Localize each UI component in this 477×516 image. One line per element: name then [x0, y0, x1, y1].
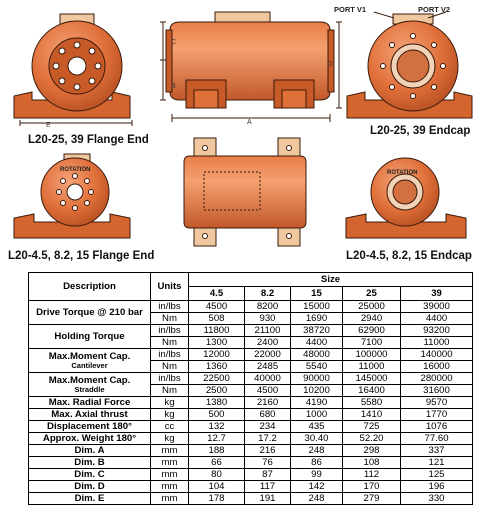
- table-cell: 1380: [189, 397, 245, 409]
- table-cell: 16400: [343, 385, 401, 397]
- row-units: kg: [151, 409, 189, 421]
- table-cell: 178: [189, 493, 245, 505]
- spec-table-body: [29, 301, 473, 505]
- table-cell: 248: [291, 493, 343, 505]
- table-cell: 279: [343, 493, 401, 505]
- table-cell: 22500: [189, 373, 245, 385]
- row-label-sub: Straddle: [74, 384, 105, 394]
- row-units: in/lbs: [151, 325, 189, 337]
- table-cell: 11800: [189, 325, 245, 337]
- l20-25-endcap-view: [347, 12, 472, 118]
- table-cell: 17.2: [245, 433, 291, 445]
- table-cell: 1690: [291, 313, 343, 325]
- table-cell: 87: [245, 469, 291, 481]
- table-cell: 1300: [189, 337, 245, 349]
- table-row: [29, 433, 473, 445]
- table-row: [29, 469, 473, 481]
- header-size-4-5: 4.5: [189, 287, 245, 301]
- caption-l20-45-endcap: L20-4.5, 8.2, 15 Endcap: [346, 250, 472, 262]
- table-cell: 2940: [343, 313, 401, 325]
- row-label: Dim. D: [29, 481, 151, 493]
- table-cell: 8200: [245, 301, 291, 313]
- table-cell: 125: [401, 469, 473, 481]
- table-cell: 4190: [291, 397, 343, 409]
- table-cell: 196: [401, 481, 473, 493]
- table-cell: 2485: [245, 361, 291, 373]
- table-row: [29, 325, 473, 337]
- table-cell: 140000: [401, 349, 473, 361]
- table-cell: 142: [291, 481, 343, 493]
- table-cell: 216: [245, 445, 291, 457]
- table-cell: 80: [189, 469, 245, 481]
- table-cell: 99: [291, 469, 343, 481]
- table-cell: 1076: [401, 421, 473, 433]
- row-label: Max. Radial Force: [29, 397, 151, 409]
- table-cell: 30.40: [291, 433, 343, 445]
- row-label: Max. Axial thrust: [29, 409, 151, 421]
- table-cell: 38720: [291, 325, 343, 337]
- spec-table-head: [29, 273, 473, 301]
- table-cell: 121: [401, 457, 473, 469]
- table-cell: 11000: [343, 361, 401, 373]
- row-units: kg: [151, 433, 189, 445]
- row-label-sub: Cantilever: [71, 360, 108, 370]
- table-row: [29, 397, 473, 409]
- rotation-label-left: ROTATION: [60, 167, 91, 173]
- row-units: kg: [151, 397, 189, 409]
- row-units: Nm: [151, 361, 189, 373]
- table-cell: 25000: [343, 301, 401, 313]
- header-description: Description: [29, 273, 151, 301]
- table-cell: 4400: [401, 313, 473, 325]
- table-cell: 930: [245, 313, 291, 325]
- table-cell: 500: [189, 409, 245, 421]
- table-cell: 2400: [245, 337, 291, 349]
- spec-table: [28, 272, 473, 505]
- row-units: in/lbs: [151, 373, 189, 385]
- row-units: Nm: [151, 337, 189, 349]
- table-cell: 4400: [291, 337, 343, 349]
- row-units: mm: [151, 469, 189, 481]
- l20-25-flange-end-view: [14, 14, 132, 126]
- table-cell: 4500: [189, 301, 245, 313]
- table-cell: 248: [291, 445, 343, 457]
- table-row: [29, 409, 473, 421]
- table-cell: 234: [245, 421, 291, 433]
- dim-label-d: D: [327, 61, 333, 68]
- row-label: [29, 373, 151, 397]
- header-size: Size: [189, 273, 473, 287]
- row-units: Nm: [151, 313, 189, 325]
- table-cell: 117: [245, 481, 291, 493]
- table-cell: 11000: [401, 337, 473, 349]
- table-cell: 39000: [401, 301, 473, 313]
- table-cell: 76: [245, 457, 291, 469]
- table-cell: 1770: [401, 409, 473, 421]
- table-cell: 1000: [291, 409, 343, 421]
- row-label: Displacement 180°: [29, 421, 151, 433]
- row-label: Dim. C: [29, 469, 151, 481]
- row-units: in/lbs: [151, 301, 189, 313]
- table-cell: 12.7: [189, 433, 245, 445]
- table-row: [29, 421, 473, 433]
- table-cell: 100000: [343, 349, 401, 361]
- row-label: Drive Torque @ 210 bar: [29, 301, 151, 325]
- table-cell: 93200: [401, 325, 473, 337]
- table-cell: 9570: [401, 397, 473, 409]
- table-cell: 90000: [291, 373, 343, 385]
- table-cell: 40000: [245, 373, 291, 385]
- table-cell: 5580: [343, 397, 401, 409]
- header-size-8-2: 8.2: [245, 287, 291, 301]
- row-units: in/lbs: [151, 349, 189, 361]
- table-cell: 66: [189, 457, 245, 469]
- table-cell: 5540: [291, 361, 343, 373]
- row-label-main: Max.Moment Cap.: [48, 374, 131, 386]
- dim-label-b: B: [171, 83, 176, 90]
- header-size-15: 15: [291, 287, 343, 301]
- table-cell: 1360: [189, 361, 245, 373]
- table-cell: 1410: [343, 409, 401, 421]
- row-units: mm: [151, 457, 189, 469]
- table-cell: 132: [189, 421, 245, 433]
- row-label-main: Max.Moment Cap.: [48, 350, 131, 362]
- header-size-39: 39: [401, 287, 473, 301]
- row-label: [29, 349, 151, 373]
- dim-label-e-top: E: [46, 122, 51, 129]
- table-row: [29, 301, 473, 313]
- table-cell: 22000: [245, 349, 291, 361]
- table-cell: 280000: [401, 373, 473, 385]
- table-cell: 77.60: [401, 433, 473, 445]
- row-units: Nm: [151, 385, 189, 397]
- row-label: Dim. A: [29, 445, 151, 457]
- table-cell: 4500: [245, 385, 291, 397]
- table-cell: 10200: [291, 385, 343, 397]
- table-cell: 337: [401, 445, 473, 457]
- table-cell: 680: [245, 409, 291, 421]
- row-units: mm: [151, 493, 189, 505]
- table-cell: 2160: [245, 397, 291, 409]
- table-row: [29, 481, 473, 493]
- port-v2-label: PORT V2: [418, 5, 451, 14]
- table-cell: 21100: [245, 325, 291, 337]
- side-view-small: [184, 138, 306, 246]
- table-row: [29, 493, 473, 505]
- table-cell: 31600: [401, 385, 473, 397]
- table-cell: 435: [291, 421, 343, 433]
- rotation-label-right: ROTATION: [387, 170, 418, 176]
- table-cell: 16000: [401, 361, 473, 373]
- table-cell: 170: [343, 481, 401, 493]
- port-v1-label: PORT V1: [334, 5, 367, 14]
- row-units: mm: [151, 445, 189, 457]
- table-cell: 191: [245, 493, 291, 505]
- table-cell: 112: [343, 469, 401, 481]
- table-cell: 15000: [291, 301, 343, 313]
- table-cell: 86: [291, 457, 343, 469]
- row-label: Holding Torque: [29, 325, 151, 349]
- table-row: [29, 349, 473, 361]
- row-label: Dim. B: [29, 457, 151, 469]
- caption-l20-25-endcap: L20-25, 39 Endcap: [370, 125, 471, 137]
- table-cell: 104: [189, 481, 245, 493]
- row-units: mm: [151, 481, 189, 493]
- table-row: [29, 445, 473, 457]
- side-view-large: [160, 12, 342, 122]
- table-cell: 298: [343, 445, 401, 457]
- table-cell: 725: [343, 421, 401, 433]
- table-cell: 52.20: [343, 433, 401, 445]
- table-cell: 145000: [343, 373, 401, 385]
- table-cell: 330: [401, 493, 473, 505]
- header-units: Units: [151, 273, 189, 301]
- row-label: Approx. Weight 180°: [29, 433, 151, 445]
- table-cell: 2500: [189, 385, 245, 397]
- table-cell: 188: [189, 445, 245, 457]
- table-row: [29, 457, 473, 469]
- table-row: [29, 373, 473, 385]
- table-cell: 12000: [189, 349, 245, 361]
- table-cell: 7100: [343, 337, 401, 349]
- caption-l20-45-flange: L20-4.5, 8.2, 15 Flange End: [8, 250, 155, 262]
- dim-label-a: A: [247, 119, 252, 126]
- header-size-25: 25: [343, 287, 401, 301]
- row-label: Dim. E: [29, 493, 151, 505]
- table-cell: 108: [343, 457, 401, 469]
- caption-l20-25-flange: L20-25, 39 Flange End: [28, 134, 149, 146]
- table-cell: 62900: [343, 325, 401, 337]
- dim-label-c: C: [171, 39, 177, 46]
- table-cell: 48000: [291, 349, 343, 361]
- row-units: cc: [151, 421, 189, 433]
- table-cell: 508: [189, 313, 245, 325]
